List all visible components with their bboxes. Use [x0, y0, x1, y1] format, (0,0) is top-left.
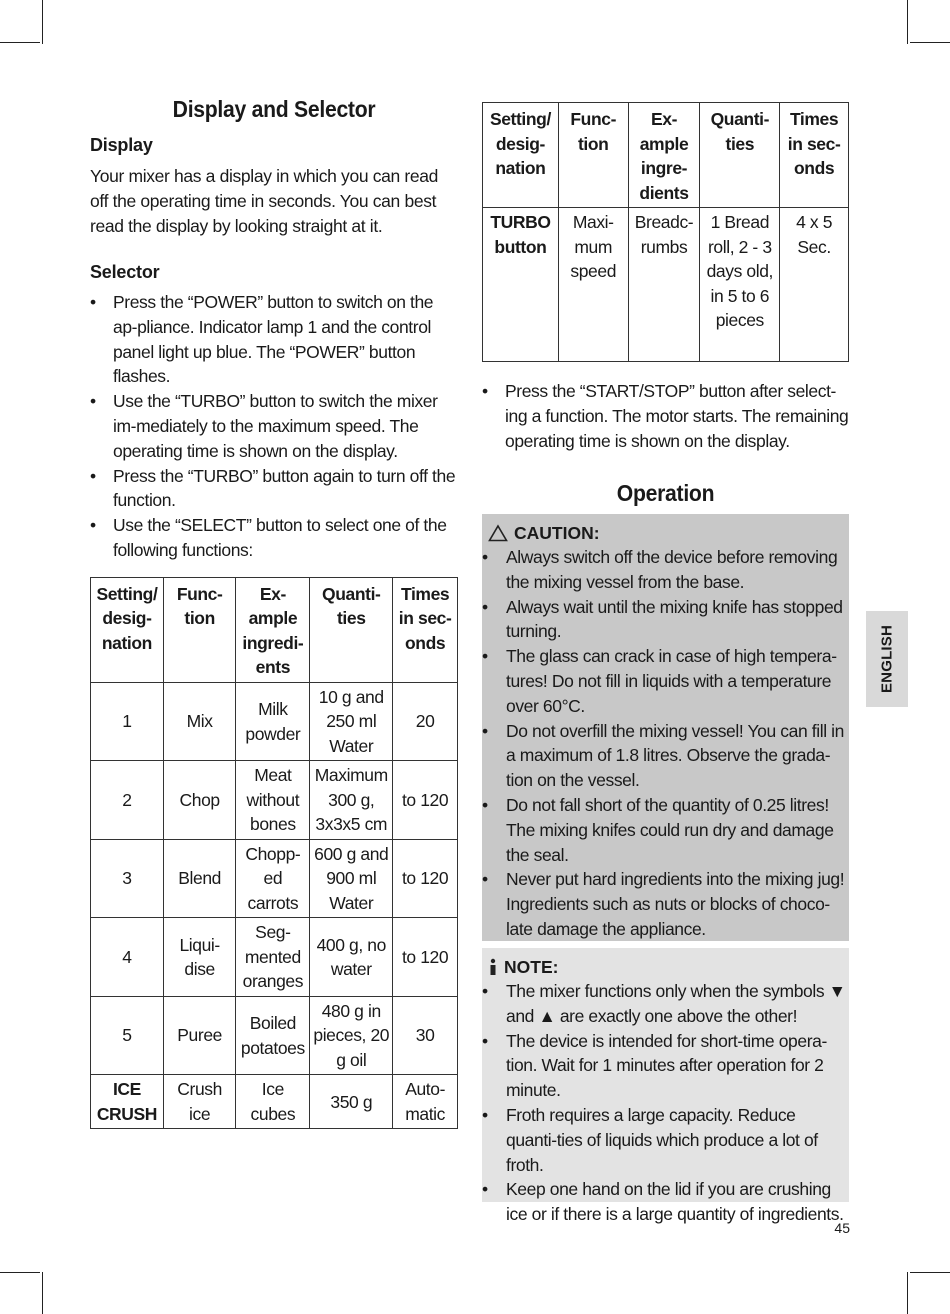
table-row	[91, 682, 458, 761]
crop-mark	[42, 1272, 43, 1314]
table-cell: Boiled potatoes	[236, 996, 310, 1075]
note-list	[482, 979, 849, 1227]
bullet-marker: •	[482, 381, 488, 401]
table-cell: 4 x 5 Sec.	[780, 208, 849, 362]
warning-triangle-icon	[488, 524, 508, 542]
list-item: • Use the “SELECT” button to select one of the following functions:	[90, 515, 447, 560]
list-item: • Always switch off the device before removing the mixing vessel from the base.	[482, 547, 838, 592]
note-box	[482, 948, 849, 1225]
table-header-cell: Func-tion	[163, 577, 236, 682]
list-item: • Keep one hand on the lid if you are crushing ice or if there is a large quantity of ingredients.	[482, 1179, 844, 1225]
table-header-row	[483, 103, 849, 208]
list-item: • The mixer functions only when the symbols ▼ and ▲ are exactly one above the other!	[482, 981, 846, 1026]
table-header-cell: Setting/ desig-nation	[483, 103, 559, 208]
table-cell: to 120	[393, 918, 458, 997]
crop-mark	[907, 0, 908, 44]
table-cell: Meat without bones	[236, 761, 310, 840]
bullet-marker: •	[90, 515, 96, 536]
table-cell: 30	[393, 996, 458, 1075]
bullet-marker: •	[482, 596, 488, 617]
table-header-cell: Times in sec-onds	[393, 577, 458, 682]
right-column	[482, 102, 849, 507]
table-header-cell: Quanti-ties	[310, 577, 393, 682]
display-heading: Display	[90, 135, 153, 155]
bullet-marker: •	[482, 981, 488, 1001]
table-cell: Mix	[163, 682, 236, 761]
list-item: • Froth requires a large capacity. Reduce quanti-ties of liquids which produce a lot of froth.	[482, 1104, 818, 1175]
table-cell: Maxi-mum speed	[558, 208, 628, 362]
table-cell: Puree	[163, 996, 236, 1075]
list-item: • The device is intended for short-time opera-tion. Wait for 1 minutes after operation for 2 minute.	[482, 1030, 827, 1101]
table-cell: Blend	[163, 839, 236, 918]
selector-bullet-list	[90, 290, 458, 563]
list-item: • Always wait until the mixing knife has stopped turning.	[482, 596, 843, 642]
table-header-cell: Setting/ desig-nation	[91, 577, 164, 682]
bullet-marker: •	[90, 292, 96, 312]
table-cell: Seg-mented oranges	[236, 918, 310, 997]
start-stop-bullet	[482, 379, 849, 453]
table-cell: 5	[91, 996, 164, 1075]
table-cell: 2	[91, 761, 164, 840]
table-cell: Crush ice	[163, 1075, 236, 1129]
crop-mark	[42, 0, 43, 44]
caution-box	[482, 514, 849, 941]
bullet-marker: •	[90, 465, 96, 486]
bullet-marker: •	[90, 391, 96, 412]
table-cell: 1 Bread roll, 2 - 3 days old, in 5 to 6 pieces	[700, 208, 780, 362]
table-cell: 480 g in pieces, 20 g oil	[310, 996, 393, 1075]
table-row	[91, 918, 458, 997]
list-item: • Press the “POWER” button to switch on the ap-pliance. Indicator lamp 1 and the control panel light up blue. The “POWER” button flashes.	[90, 292, 434, 387]
table-cell: Ice cubes	[236, 1075, 310, 1129]
left-column	[90, 96, 458, 1129]
functions-table	[90, 577, 458, 1130]
list-item: • Do not fall short of the quantity of 0.25 litres! The mixing knifes could run dry and damage the seal.	[482, 794, 834, 865]
table-row	[91, 839, 458, 918]
list-item: • Press the “TURBO” button again to turn off the function.	[90, 465, 456, 511]
table-cell: 20	[393, 682, 458, 761]
turbo-table	[482, 102, 849, 362]
table-cell: Chopp-ed carrots	[236, 839, 310, 918]
table-header-cell: Func-tion	[558, 103, 628, 208]
list-item: • Never put hard ingredients into the mixing jug! Ingredients such as nuts or blocks of choco-late damage the appliance.	[482, 869, 845, 939]
table-row	[91, 761, 458, 840]
crop-mark	[0, 1272, 40, 1273]
crop-mark	[907, 1272, 908, 1314]
table-cell: to 120	[393, 761, 458, 840]
table-cell: to 120	[393, 839, 458, 918]
table-cell: 600 g and 900 ml Water	[310, 839, 393, 918]
language-tab-label: ENGLISH	[878, 624, 896, 694]
table-cell: 400 g, no water	[310, 918, 393, 997]
section-title: Display and Selector	[172, 96, 376, 122]
table-cell: Maximum 300 g, 3x3x5 cm	[310, 761, 393, 840]
bullet-marker: •	[482, 646, 488, 667]
bullet-marker: •	[482, 547, 488, 567]
table-cell: Liqui-dise	[163, 918, 236, 997]
caution-label: CAUTION:	[514, 522, 600, 543]
table-cell: 4	[91, 918, 164, 997]
display-paragraph: Your mixer has a display in which you can read off the operating time in seconds. You can best read the display by looking straight at it.	[90, 166, 439, 236]
table-cell: 3	[91, 839, 164, 918]
crop-mark	[910, 42, 950, 43]
list-item: • Press the “START/STOP” button after select-ing a function. The motor starts. The remaining operating time is shown on the display.	[482, 381, 849, 451]
note-header	[482, 948, 849, 979]
bullet-marker: •	[482, 720, 488, 741]
table-cell: 10 g and 250 ml Water	[310, 682, 393, 761]
table-cell: Breadc-rumbs	[628, 208, 700, 362]
bullet-marker: •	[482, 869, 488, 890]
crop-mark	[0, 42, 40, 43]
caution-list	[482, 545, 849, 942]
table-cell: 350 g	[310, 1075, 393, 1129]
table-header-row	[91, 577, 458, 682]
table-header-cell: Ex-ample ingredi-ents	[236, 577, 310, 682]
page-number: 45	[834, 1220, 850, 1236]
table-header-cell: Quanti-ties	[700, 103, 780, 208]
list-item: • Do not overfill the mixing vessel! You can fill in a maximum of 1.8 litres. Observe the grada-tion on the vessel.	[482, 720, 844, 791]
language-tab	[866, 611, 908, 707]
selector-heading: Selector	[90, 262, 160, 282]
note-label: NOTE:	[504, 956, 559, 977]
bullet-marker: •	[482, 1104, 488, 1125]
table-row	[91, 1075, 458, 1129]
table-cell: Auto-matic	[393, 1075, 458, 1129]
list-item: • Use the “TURBO” button to switch the mixer im-mediately to the maximum speed. The operating time is shown on the display.	[90, 391, 438, 461]
bullet-marker: •	[482, 1030, 488, 1051]
table-header-cell: Ex-ample ingre-dients	[628, 103, 700, 208]
bullet-marker: •	[482, 794, 488, 815]
table-cell: Chop	[163, 761, 236, 840]
table-header-cell: Times in sec-onds	[780, 103, 849, 208]
crop-mark	[910, 1272, 950, 1273]
table-cell: Milk powder	[236, 682, 310, 761]
caution-header	[482, 514, 849, 545]
table-cell: 1	[91, 682, 164, 761]
list-item: • The glass can crack in case of high tempera-tures! Do not fill in liquids with a temperature over 60°C.	[482, 646, 837, 716]
info-icon	[488, 958, 498, 976]
bullet-marker: •	[482, 1179, 488, 1200]
table-row	[91, 996, 458, 1075]
table-cell: TURBO button	[483, 208, 559, 362]
table-row	[483, 208, 849, 362]
operation-title: Operation	[616, 480, 715, 507]
table-cell: ICE CRUSH	[91, 1075, 164, 1129]
